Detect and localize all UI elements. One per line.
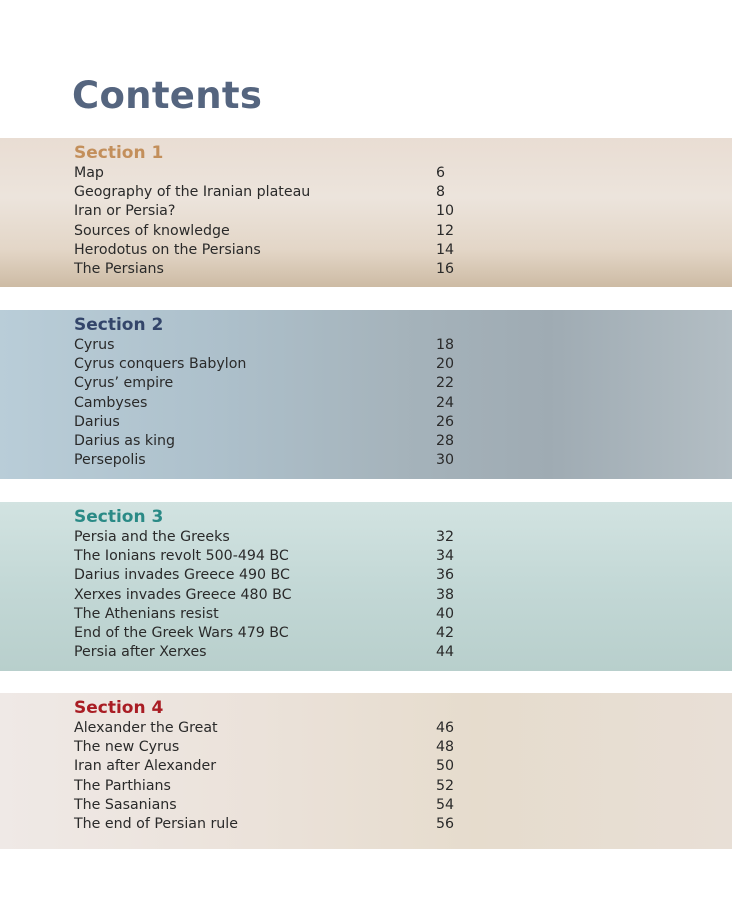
toc-entry-title: The Parthians [74,777,171,794]
toc-entry-title: Persia after Xerxes [74,644,207,661]
section-heading: Section 1 [74,143,164,163]
toc-entry-page: 20 [436,356,455,373]
toc-entry-page: 28 [436,432,455,449]
toc-entry-page: 26 [436,413,455,430]
toc-entry[interactable] [74,815,474,834]
toc-entry[interactable] [74,202,474,221]
toc-entry-title: Geography of the Iranian plateau [74,184,311,201]
toc-entry[interactable] [74,566,474,585]
toc-entry-title: The Ionians revolt 500-494 BC [74,548,289,565]
toc-entry-title: Map [74,165,104,181]
section-heading: Section 4 [74,698,164,718]
section-band-1 [0,138,732,287]
toc-entry-title: Cyrus’ empire [74,375,174,392]
toc-entry[interactable] [74,413,474,432]
toc-entry-page: 44 [436,644,455,661]
section-heading: Section 2 [74,315,164,335]
toc-entry-page: 54 [436,796,455,813]
toc-entry-title: Persia and the Greeks [74,529,230,545]
toc-entry-page: 40 [436,605,455,622]
toc-entry[interactable] [74,586,474,605]
toc-entry-title: Cambyses [74,394,148,411]
toc-entry-title: Sources of knowledge [74,222,230,239]
toc-entry-title: End of the Greek Wars 479 BC [74,624,289,641]
toc-entry-title: The Persians [74,260,164,277]
toc-entry[interactable] [74,451,474,470]
toc-entry-page: 34 [436,548,455,565]
toc-entry-title: Darius as king [74,432,176,449]
toc-entry[interactable] [74,796,474,815]
toc-entry-page: 10 [436,203,455,220]
toc-entry-page: 32 [436,529,455,545]
toc-entry-title: Darius [74,413,120,430]
toc-entry-title: Herodotus on the Persians [74,241,261,258]
toc-entry[interactable] [74,260,474,279]
toc-entry-page: 36 [436,567,455,584]
toc-entry[interactable] [74,164,474,183]
toc-entry-page: 14 [436,241,455,258]
toc-entry[interactable] [74,547,474,566]
toc-entry[interactable] [74,241,474,260]
toc-entry-title: The Sasanians [74,796,177,813]
toc-entry[interactable] [74,355,474,374]
toc-entry-page: 46 [436,720,455,736]
toc-entry[interactable] [74,738,474,757]
section-band-3 [0,502,732,671]
toc-entry-title: Darius invades Greece 490 BC [74,567,290,584]
toc-entry-title: Cyrus conquers Babylon [74,356,247,373]
page-title: Contents [72,74,263,117]
toc-entry[interactable] [74,624,474,643]
section-band-2 [0,310,732,479]
toc-entry-page: 22 [436,375,455,392]
toc-entry-page: 16 [436,260,455,277]
toc-entry[interactable] [74,777,474,796]
toc-entry[interactable] [74,394,474,413]
toc-entry[interactable] [74,643,474,662]
toc-entry-page: 18 [436,337,455,353]
toc-entry-title: Iran or Persia? [74,203,176,220]
toc-entry[interactable] [74,183,474,202]
toc-entry-title: Cyrus [74,337,115,353]
toc-entry-page: 52 [436,777,455,794]
toc-entry-page: 50 [436,758,455,775]
toc-entry-page: 12 [436,222,455,239]
toc-entry[interactable] [74,222,474,241]
toc-entry-title: Xerxes invades Greece 480 BC [74,586,292,603]
toc-entry[interactable] [74,528,474,547]
toc-entry-title: Persepolis [74,452,146,469]
toc-entry-page: 30 [436,452,455,469]
toc-entry-page: 6 [436,165,446,181]
toc-entry-page: 56 [436,815,455,832]
toc-entry-page: 42 [436,624,455,641]
toc-entry-page: 48 [436,739,455,756]
toc-entry-title: The Athenians resist [74,605,219,622]
section-heading: Section 3 [74,507,164,527]
toc-entry[interactable] [74,605,474,624]
toc-entry[interactable] [74,432,474,451]
toc-entry[interactable] [74,374,474,393]
toc-entry-page: 24 [436,394,455,411]
toc-entry-page: 8 [436,184,446,201]
toc-entry-title: The end of Persian rule [74,815,238,832]
section-band-4 [0,693,732,849]
toc-entry-title: Iran after Alexander [74,758,217,775]
toc-entry[interactable] [74,757,474,776]
toc-entry-title: The new Cyrus [74,739,180,756]
toc-entry-title: Alexander the Great [74,720,218,736]
toc-entry-page: 38 [436,586,455,603]
toc-entry[interactable] [74,719,474,738]
toc-entry[interactable] [74,336,474,355]
